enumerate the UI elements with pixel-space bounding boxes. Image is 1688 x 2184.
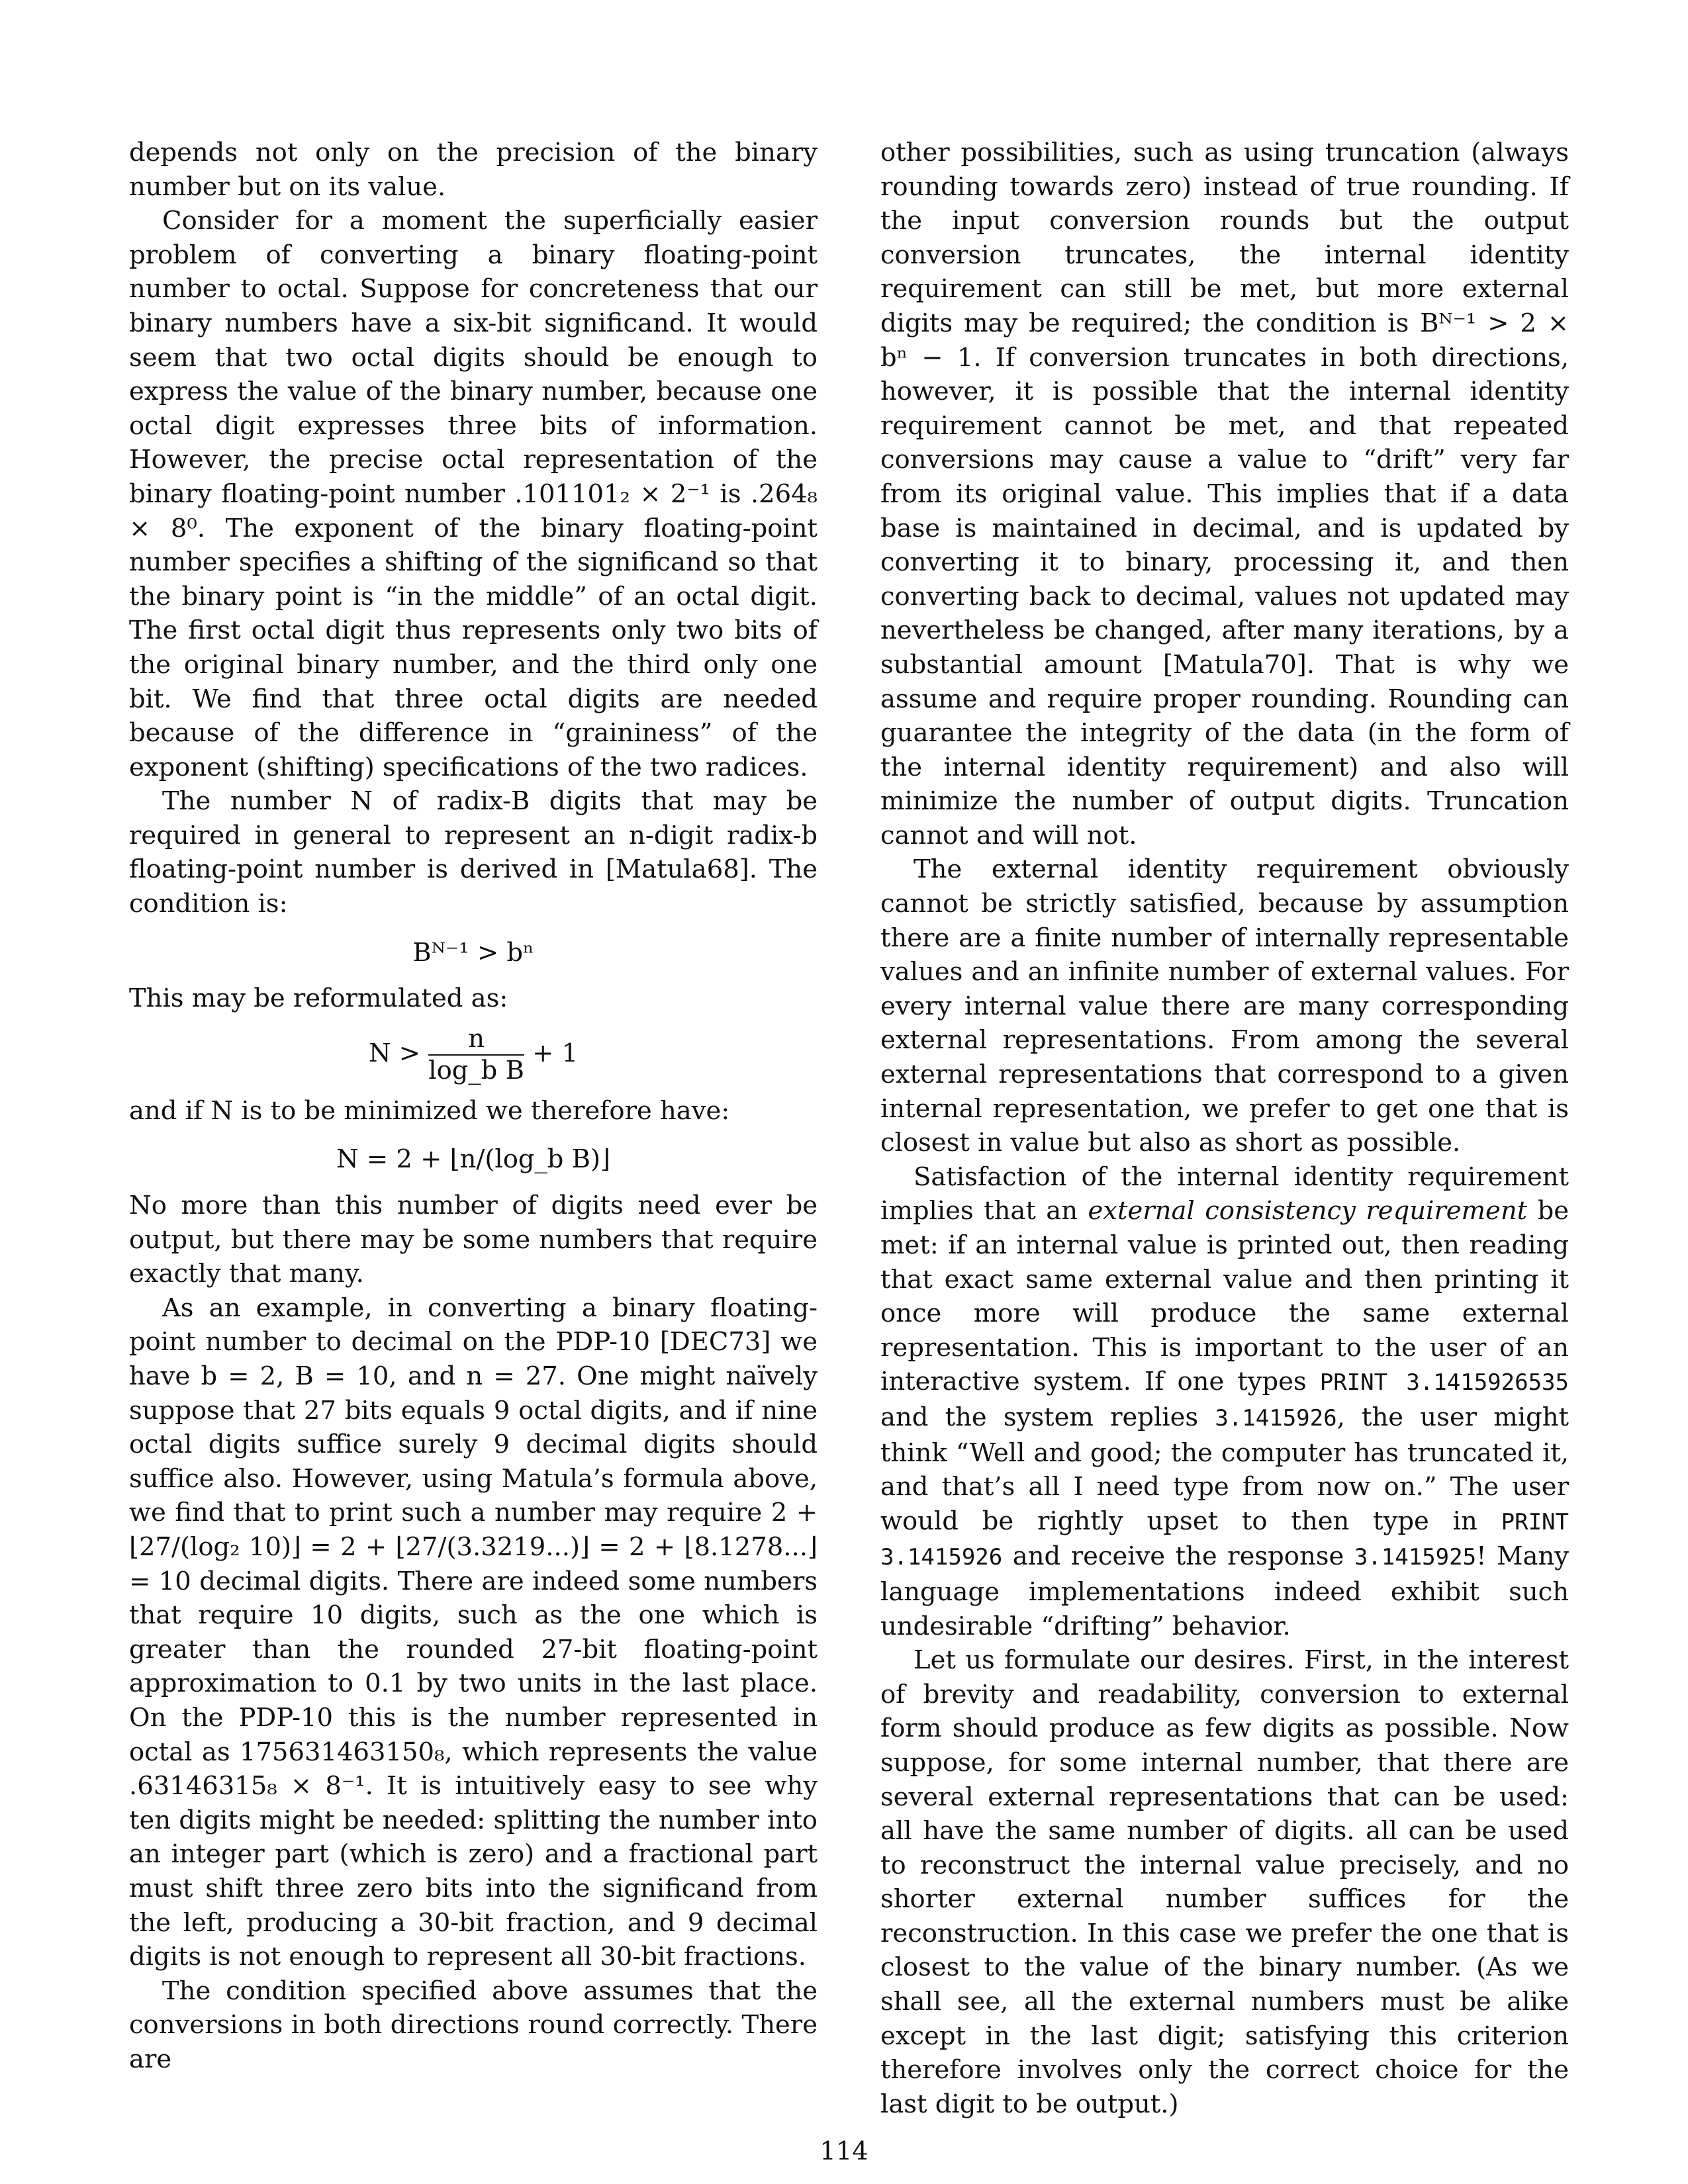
equation-minimized: N = 2 + ⌊n/(log_b B)⌋ <box>336 1144 611 1175</box>
equation-fraction <box>428 1024 524 1086</box>
equation-reformulated <box>129 1024 818 1086</box>
text-run: , the user might think “Well and good; the computer has truncated it, and that’s all I need type from now on.” The user would be rightly upset to then type in <box>880 1402 1569 1536</box>
page-number: 114 <box>820 2136 868 2166</box>
paragraph: The external identity requirement obviously cannot be strictly satisfied, because by assumption there are a finite number of internally representable values and an infinite number of external values. For every internal value there are many corresponding external representations. From among the several external representations that correspond to a given internal representation, we prefer to get one that is closest in value but also as short as possible. <box>880 854 1569 1158</box>
code-snippet: PRINT 3.1415926 <box>880 1508 1569 1571</box>
fraction-numerator: n <box>428 1024 524 1056</box>
paragraph: depends not only on the precision of the binary number but on its value. <box>129 138 818 202</box>
paragraph: As an example, in converting a binary floating-point number to decimal on the PDP-10 [DEC73] we have b = 2, B = 10, and n = 27. One might naïvely suppose that 27 bits equals 9 octal digits, and if nine octal digits suffice surely 9 decimal digits should suffice also. However, using Matula’s formula above, we find that to print such a number may require 2 + ⌊27/(log₂ 10)⌋ = 2 + ⌊27/(3.3219...)⌋ = 2 + ⌊8.1278...⌋ = 10 decimal digits. There are indeed some numbers that require 10 digits, such as the one which is greater than the rounded 27-bit floating-point approximation to 0.1 by two units in the last place. On the PDP-10 this is the number represented in octal as 175631463150₈, which represents the value .63146315₈ × 8⁻¹. It is intuitively easy to see why ten digits might be needed: splitting the number into an integer part (which is zero) and a fractional part must shift three zero bits into the significand from the left, producing a 30-bit fraction, and 9 decimal digits is not enough to represent all 30-bit fractions. <box>129 1293 818 1972</box>
paragraph <box>880 1160 1569 1643</box>
text-run: and receive the response <box>1002 1541 1354 1572</box>
equation-rhs: + 1 <box>532 1038 579 1068</box>
paragraph: No more than this number of digits need ever be output, but there may be some numbers that require exactly that many. <box>129 1191 818 1289</box>
paragraph: Consider for a moment the superficially easier problem of converting a binary floating-point number to octal. Suppose for concreteness that our binary numbers have a six-bit significand. It would seem that two octal digits should be enough to express the value of the binary number, because one octal digit expresses three bits of information. However, the precise octal representation of the binary floating-point number .101101₂ × 2⁻¹ is .264₈ × 8⁰. The exponent of the binary floating-point number specifies a shifting of the significand so that the binary point is “in the middle” of an octal digit. The first octal digit thus represents only two bits of the original binary number, and the third only one bit. We find that three octal digits are needed because of the difference in “graininess” of the exponent (shifting) specifications of the two radices. <box>129 206 818 782</box>
paragraph: The condition specified above assumes that the conversions in both directions round correctly. There are <box>129 1976 818 2074</box>
equation-lhs: N > <box>368 1038 421 1068</box>
code-snippet: PRINT 3.1415926535 <box>1319 1369 1569 1396</box>
left-column <box>129 136 818 2076</box>
text-run: and the system replies <box>880 1402 1215 1432</box>
paragraph: Let us formulate our desires. First, in the interest of brevity and readability, conversion to external form should produce as few digits as possible. Now suppose, for some internal number, that there are several external representations that can be used: all have the same number of digits. all can be used to reconstruct the internal value precisely, and no shorter external number suffices for the reconstruction. In this case we prefer the one that is closest to the value of the binary number. (As we shall see, all the external numbers must be alike except in the last digit; satisfying this criterion therefore involves only the correct choice for the last digit to be output.) <box>880 1645 1569 2119</box>
code-snippet: 3.1415925 <box>1354 1544 1477 1571</box>
paragraph: This may be reformulated as: <box>129 983 508 1014</box>
emphasized-term: external consistency requirement <box>1088 1196 1528 1226</box>
text-run: be met: if an internal value is printed out, then reading that exact same external value and then printing it once more will produce the same external representation. This is important to the user of an interactive system. If one types <box>880 1196 1569 1397</box>
paragraph: other possibilities, such as using truncation (always rounding towards zero) instead of true rounding. If the input conversion rounds but the output conversion truncates, the internal identity requirement can still be met, but more external digits may be required; the condition is Bᴺ⁻¹ > 2 × bⁿ − 1. If conversion truncates in both directions, however, it is possible that the internal identity requirement cannot be met, and that repeated conversions may cause a value to “drift” very far from its original value. This implies that if a data base is maintained in decimal, and is updated by converting it to binary, processing it, and then converting back to decimal, values not updated may nevertheless be changed, after many iterations, by a substantial amount [Matula70]. That is why we assume and require proper rounding. Rounding can guarantee the integrity of the data (in the form of the internal identity requirement) and also will minimize the number of output digits. Truncation cannot and will not. <box>880 138 1569 850</box>
text-run: ! Many language implementations indeed exhibit such undesirable “drifting” behavior. <box>880 1541 1569 1641</box>
right-column <box>880 136 1569 2121</box>
code-snippet: 3.1415926 <box>1215 1404 1337 1432</box>
equation-condition: Bᴺ⁻¹ > bⁿ <box>412 937 534 968</box>
paragraph: The number N of radix-B digits that may be required in general to represent an n-digit radix-b floating-point number is derived in [Matula68]. The condition is: <box>129 786 818 919</box>
paragraph: and if N is to be minimized we therefore have: <box>129 1095 730 1126</box>
text-run: Satisfaction of the internal identity requirement implies that an <box>880 1161 1569 1226</box>
fraction-denominator: log_b B <box>428 1055 524 1085</box>
